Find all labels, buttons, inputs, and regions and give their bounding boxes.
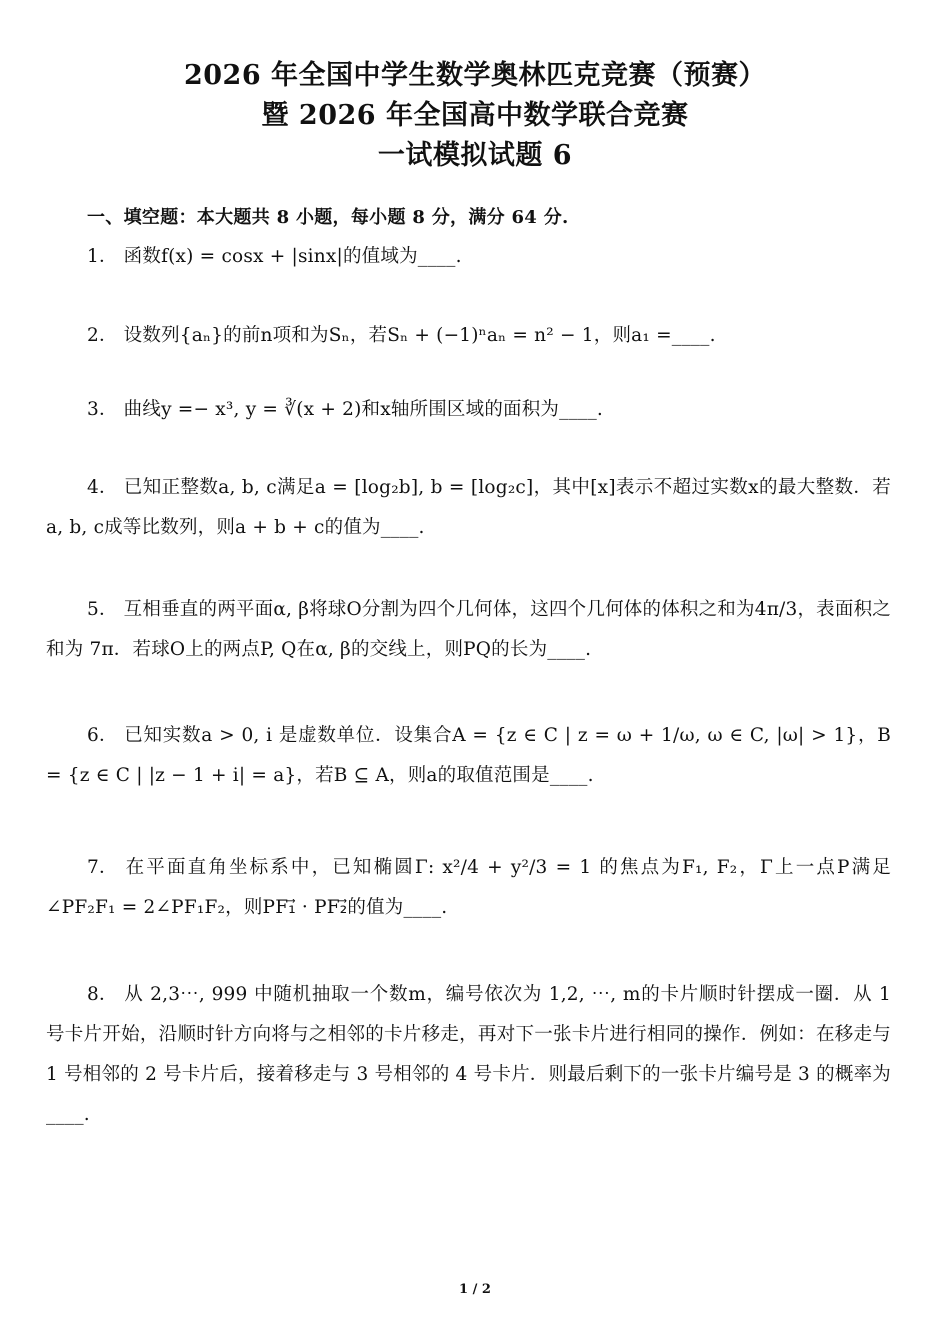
problem-number: 1． xyxy=(87,246,118,267)
problem-text: 互相垂直的两平面α, β将球O分割为四个几何体，这四个几何体的体积之和为4π/3，表面积之和为 7π．若球O上的两点P, Q在α, β的交线上，则PQ的长为____. xyxy=(46,599,891,660)
title-line-3: 一试模拟试题 6 xyxy=(377,140,573,171)
problem-text: 曲线y =− x³, y = ∛(x + 2)和x轴所围区域的面积为____. xyxy=(123,399,604,420)
problem-number: 5． xyxy=(87,599,118,620)
problem-text: 在平面直角坐标系中，已知椭圆Γ: x²/4 + y²/3 = 1 的焦点为F₁, F₂，Γ上一点P满足∠PF₂F₁ = 2∠PF₁F₂，则PF₁⃗ · PF₂⃗的值为____. xyxy=(46,857,891,918)
problem-number: 2． xyxy=(87,325,118,346)
problem-text: 已知正整数a, b, c满足a = [log₂b], b = [log₂c]，其中[x]表示不超过实数x的最大整数．若a, b, c成等比数列，则a + b + c的值为____. xyxy=(46,477,891,538)
problem-number: 4． xyxy=(87,477,118,498)
problem-number: 8． xyxy=(87,984,118,1005)
problem-number: 6． xyxy=(87,725,118,746)
problem-number: 3． xyxy=(87,399,118,420)
section-header: 一、填空题：本大题共 8 小题，每小题 8 分，满分 64 分. xyxy=(87,207,569,228)
problem-text: 从 2,3⋯, 999 中随机抽取一个数m，编号依次为 1,2, ⋯, m的卡片顺时针摆成一圈．从 1 号卡片开始，沿顺时针方向将与之相邻的卡片移走，再对下一张卡片进行相同的操作．例如：在移走与 1 号相邻的 2 号卡片后，接着移走与 3 号相邻的 4 号卡片．则最后剩下的一张卡片编号是 3 的概率为____. xyxy=(46,984,891,1125)
problem-5 xyxy=(46,590,891,670)
problem-number: 7． xyxy=(87,857,118,878)
title-line-2: 暨 2026 年全国高中数学联合竞赛 xyxy=(261,100,689,131)
problem-7 xyxy=(46,848,891,928)
problem-3 xyxy=(46,390,891,430)
problem-text: 已知实数a > 0, i 是虚数单位．设集合A = {z ∈ C | z = ω + 1/ω, ω ∈ C, |ω| > 1}，B = {z ∈ C | |z − 1 + i| = a}，若B ⊆ A，则a的取值范围是____. xyxy=(46,725,891,786)
problem-2 xyxy=(46,316,891,356)
problem-6 xyxy=(46,716,891,796)
exam-title xyxy=(0,56,950,176)
problem-1 xyxy=(46,237,891,277)
page-number: 1 / 2 xyxy=(459,1282,491,1297)
problem-text: 设数列{aₙ}的前n项和为Sₙ，若Sₙ + (−1)ⁿaₙ = n² − 1，则a₁ =____. xyxy=(123,325,716,346)
problem-text: 函数f(x) = cosx + |sinx|的值域为____. xyxy=(123,246,462,267)
title-line-1: 2026 年全国中学生数学奥林匹克竞赛（预赛） xyxy=(183,60,767,91)
problem-8 xyxy=(46,975,891,1135)
problem-4 xyxy=(46,468,891,548)
